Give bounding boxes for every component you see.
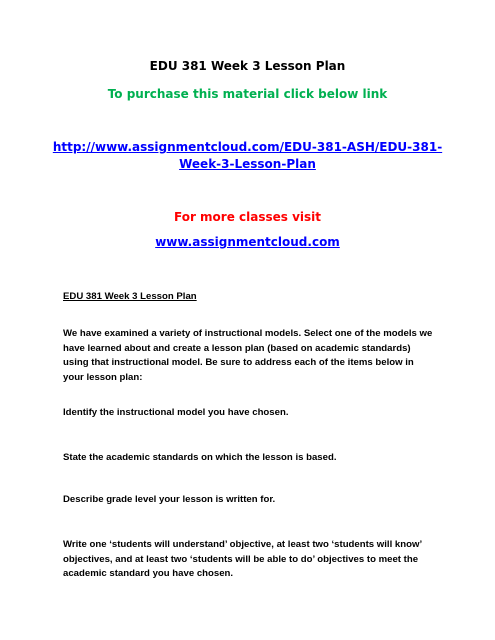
purchase-instruction: To purchase this material click below link (107, 87, 388, 101)
document-title: EDU 381 Week 3 Lesson Plan (149, 59, 346, 73)
more-classes-text: For more classes visit (173, 210, 322, 224)
paragraph-objectives: Write one ‘students will understand’ objective, at least two ‘students will know’ objectives, and at least two ‘students will be able to do’ objectives to meet the academic standard you have chosen. (63, 539, 422, 580)
paragraph-intro: We have examined a variety of instructional models. Select one of the models we have learned about and create a lesson plan (based on academic standards) using that instructional model. Be sure to address each of the items below in your lesson plan: (63, 328, 433, 383)
paragraph-identify-model: Identify the instructional model you have chosen. (63, 407, 289, 418)
site-link[interactable]: www.assignmentcloud.com (155, 235, 340, 249)
section-heading: EDU 381 Week 3 Lesson Plan (63, 291, 197, 302)
paragraph-academic-standards: State the academic standards on which the lesson is based. (63, 452, 337, 463)
purchase-link-text[interactable]: http://www.assignmentcloud.com/EDU-381-ASH/EDU-381-Week-3-Lesson-Plan (52, 140, 443, 171)
purchase-link[interactable] (0, 139, 495, 173)
paragraph-grade-level: Describe grade level your lesson is written for. (63, 494, 276, 505)
